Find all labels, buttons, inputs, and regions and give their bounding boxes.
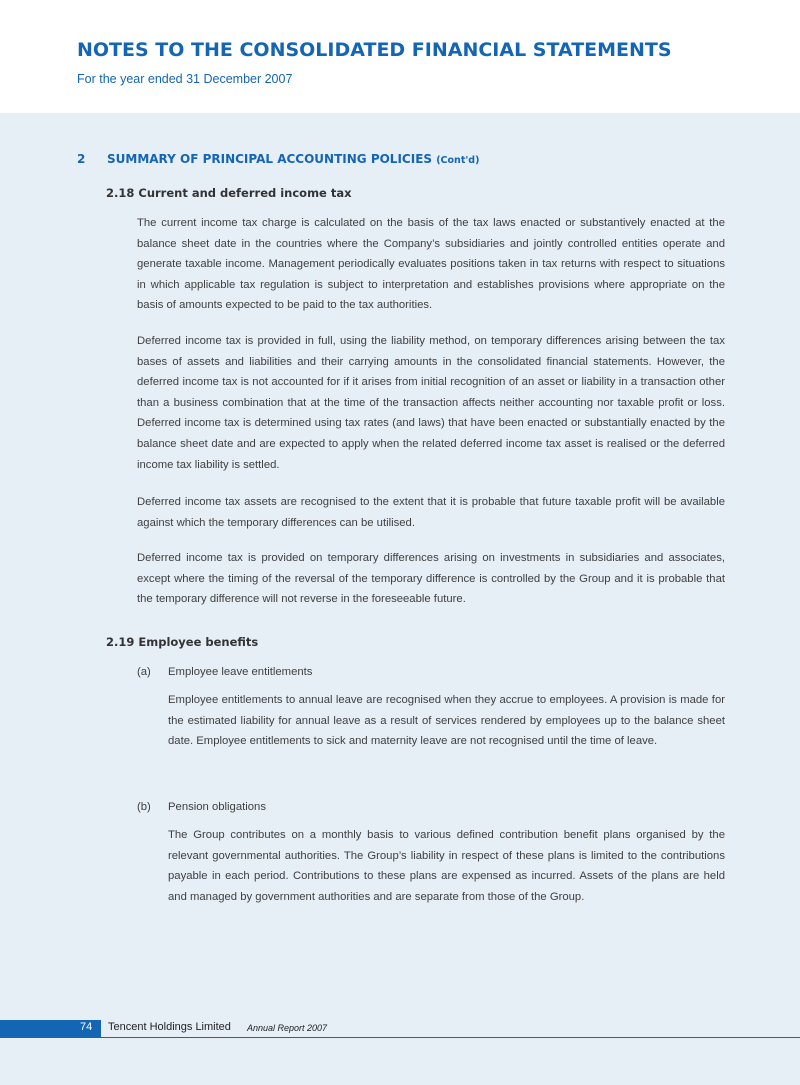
item-letter-a: (a) [137,666,151,678]
footer-company-name: Tencent Holdings Limited [108,1021,231,1033]
subsection-heading-2-18: 2.18 Current and deferred income tax [106,186,352,200]
item-letter-b: (b) [137,801,151,813]
paragraph-deferred-tax-assets: Deferred income tax assets are recognised to the extent that it is probable that future taxable profit will be available against which the temporary differences can be utilised. [137,496,725,529]
page-number: 74 [80,1021,93,1033]
item-label-a [137,666,312,678]
paragraph-pension-obligations: The Group contributes on a monthly basis to various defined contribution benefit plans organised by the relevant governmental authorities. The Group’s liability in respect of these plans is limited to the contributions payable in each period. Contributions to these plans are expensed as incurred. Assets of the plans are held and managed by government authorities and are separate from those of the Group. [168,829,725,903]
page-subtitle: For the year ended 31 December 2007 [77,72,293,86]
item-title-b: Pension obligations [168,801,266,813]
paragraph-deferred-tax: Deferred income tax is provided in full, using the liability method, on temporary differences arising between the tax bases of assets and liabilities and their carrying amounts in the consolidated financial statements. However, the deferred income tax is not accounted for if it arises from initial recognition of an asset or liability in a transaction other than a business combination that at the time of the transaction affects neither accounting nor taxable profit or loss. Deferred income tax is determined using tax rates (and laws) that have been enacted or substantially enacted by the balance sheet date and are expected to apply when the related deferred income tax asset is realised or the deferred income tax liability is settled. [137,335,725,471]
subsection-heading-2-19: 2.19 Employee benefits [106,635,259,649]
page-title: NOTES TO THE CONSOLIDATED FINANCIAL STATEMENTS [77,39,672,61]
footer-report-name: Annual Report 2007 [247,1023,328,1033]
item-label-b [137,801,266,813]
footer-rule [101,1037,800,1038]
page-header [0,0,800,113]
section-heading [77,152,479,166]
section-continued-label: (Cont'd) [436,155,480,166]
paragraph-deferred-tax-investments: Deferred income tax is provided on temporary differences arising on investments in subsidiaries and associates, except where the timing of the reversal of the temporary difference is controlled by the Group and it is probable that the temporary difference will not reverse in the foreseeable future. [137,552,725,606]
section-number: 2 [77,152,86,166]
section-title: SUMMARY OF PRINCIPAL ACCOUNTING POLICIES [107,152,433,166]
paragraph-current-tax: The current income tax charge is calculated on the basis of the tax laws enacted or substantively enacted at the balance sheet date in the countries where the Company’s subsidiaries and jointly controlled entities operate and generate taxable income. Management periodically evaluates positions taken in tax returns with respect to situations in which applicable tax regulation is subject to interpretation and establishes provisions where appropriate on the basis of amounts expected to be paid to the tax authorities. [137,217,725,312]
item-title-a: Employee leave entitlements [168,666,313,678]
paragraph-leave-entitlements: Employee entitlements to annual leave are recognised when they accrue to employees. A provision is made for the estimated liability for annual leave as a result of services rendered by employees up to the balance sheet date. Employee entitlements to sick and maternity leave are not recognised until the time of leave. [168,694,725,748]
